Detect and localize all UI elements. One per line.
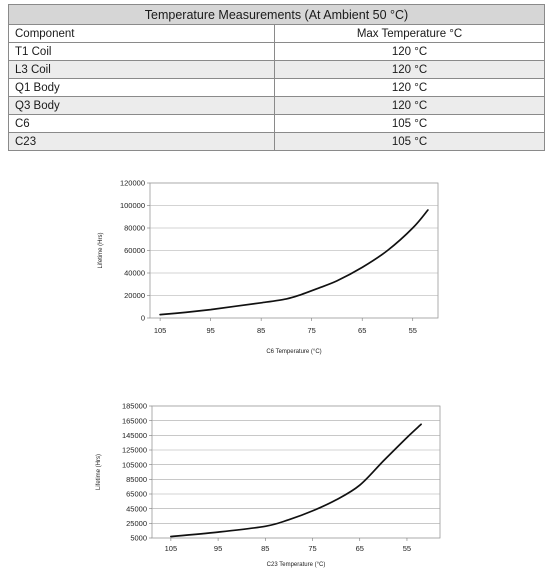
y-tick-label: 5000 (130, 533, 147, 543)
x-tick-label: 95 (206, 326, 215, 335)
temperature-table (8, 4, 545, 151)
cell-component: Q3 Body (9, 97, 275, 115)
table-row (9, 79, 545, 97)
c23-lifetime-chart-svg (0, 395, 550, 573)
table-row (9, 133, 545, 151)
x-axis-label: C23 Temperature (°C) (266, 562, 326, 568)
table-row (9, 115, 545, 133)
cell-temperature: 120 °C (275, 43, 545, 61)
header-max-temperature: Max Temperature °C (275, 25, 545, 43)
y-tick-label: 145000 (121, 430, 147, 440)
cell-component: L3 Coil (9, 61, 275, 79)
x-tick-label: 105 (153, 326, 167, 335)
y-tick-label: 105000 (121, 460, 147, 470)
table-row (9, 97, 545, 115)
y-axis-label: Lifetime (Hrs) (98, 232, 104, 269)
x-tick-label: 75 (307, 326, 316, 335)
cell-component: C6 (9, 115, 275, 133)
x-tick-label: 95 (213, 544, 223, 553)
x-tick-label: 105 (164, 544, 178, 553)
header-component: Component (9, 25, 275, 43)
y-tick-label: 20000 (124, 291, 145, 301)
y-tick-label: 100000 (119, 201, 145, 211)
cell-temperature: 120 °C (275, 97, 545, 115)
cell-component: T1 Coil (9, 43, 275, 61)
cell-temperature: 120 °C (275, 61, 545, 79)
c23-lifetime-chart (0, 395, 550, 573)
table-row (9, 43, 545, 61)
x-tick-label: 55 (408, 326, 417, 335)
y-tick-label: 85000 (126, 474, 147, 484)
x-tick-label: 85 (256, 326, 266, 335)
table-title: Temperature Measurements (At Ambient 50 °C) (9, 5, 545, 25)
c6-lifetime-chart-svg (0, 170, 550, 365)
y-tick-label: 125000 (121, 445, 147, 455)
y-axis-label: Lifetime (Hrs) (96, 453, 102, 491)
x-tick-label: 55 (402, 544, 412, 553)
y-tick-label: 40000 (124, 268, 145, 278)
y-tick-label: 165000 (121, 416, 147, 426)
plot-area (152, 406, 440, 538)
y-tick-label: 25000 (126, 518, 147, 528)
x-tick-label: 75 (308, 544, 317, 553)
y-tick-label: 60000 (124, 246, 145, 256)
cell-temperature: 105 °C (275, 133, 545, 151)
table-title-row (9, 5, 545, 25)
x-tick-label: 65 (355, 544, 364, 553)
cell-component: C23 (9, 133, 275, 151)
y-tick-label: 45000 (126, 504, 147, 514)
y-tick-label: 80000 (124, 223, 145, 233)
y-tick-label: 120000 (119, 178, 145, 188)
x-tick-label: 85 (261, 544, 270, 553)
y-tick-label: 185000 (121, 401, 147, 411)
cell-component: Q1 Body (9, 79, 275, 97)
y-tick-label: 0 (140, 313, 145, 323)
cell-temperature: 120 °C (275, 79, 545, 97)
c6-lifetime-chart (0, 170, 550, 365)
temperature-table-wrapper (8, 4, 545, 151)
table-row (9, 61, 545, 79)
cell-temperature: 105 °C (275, 115, 545, 133)
y-tick-label: 65000 (126, 489, 147, 499)
x-tick-label: 65 (358, 326, 367, 335)
x-axis-label: C6 Temperature (°C) (266, 349, 322, 355)
table-header-row (9, 25, 545, 43)
